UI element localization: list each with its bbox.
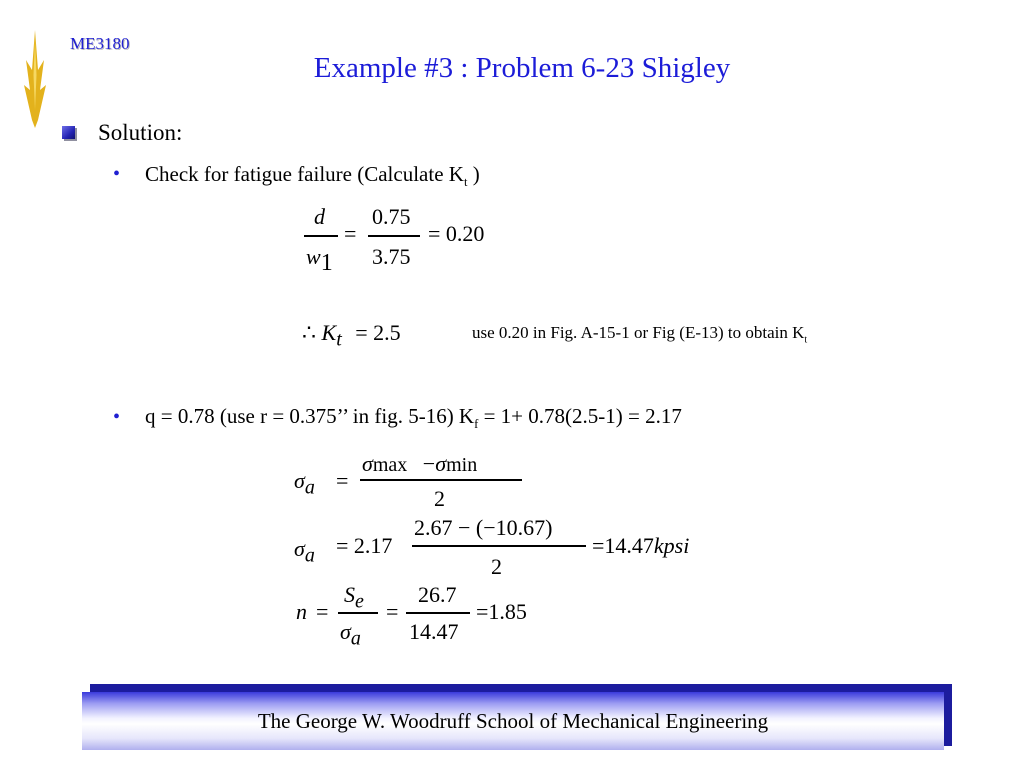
eq3-lhs: $\sigma_a$ — [294, 468, 315, 499]
eq1-frac-line-1 — [304, 235, 338, 237]
eq5-num: $S_e$ — [344, 582, 364, 613]
footer-text: The George W. Woodruff School of Mechanical Engineering — [257, 708, 769, 733]
eq4-eq-sign: = 2.17 — [336, 533, 393, 558]
course-code: ME3180 — [70, 34, 130, 53]
eq5-eq-sign-2: = — [386, 599, 399, 624]
bullet-dot-icon: • — [113, 406, 121, 428]
eq2-value: = 2.5 — [355, 320, 401, 345]
bullet-1-text — [145, 162, 480, 190]
eq3-den: 2 — [434, 486, 445, 511]
eq4-result: =14.47kpsi — [592, 533, 690, 558]
eq1-frac-line-2 — [368, 235, 420, 237]
note-text: use 0.20 in Fig. A-15-1 or Fig (E-13) to obtain $K_t$ — [472, 323, 808, 346]
slide-title: Example #3 : Problem 6-23 Shigley — [313, 52, 731, 84]
equation-kt — [302, 320, 401, 351]
eq4-num: 2.67 − (−10.67) — [414, 515, 553, 540]
eq4-lhs: $\sigma_a$ — [294, 536, 315, 567]
bullet-1-main: Check for fatigue failure (Calculate K — [145, 162, 464, 186]
eq5-result: =1.85 — [476, 599, 527, 624]
bullet-1-close: ) — [467, 162, 480, 186]
eq3-frac-line — [360, 479, 522, 481]
eq1-result: = 0.20 — [428, 221, 485, 246]
bullet-dot-icon: • — [113, 163, 121, 185]
solution-label: Solution: — [98, 120, 183, 145]
eq1-frac-den: 3.75 — [372, 244, 411, 269]
bullet-square-icon — [62, 126, 75, 139]
eq1-frac-num: 0.75 — [372, 204, 411, 229]
eq2-var: K — [321, 320, 337, 345]
eq4-den: 2 — [491, 554, 502, 579]
eq1-eq-sign: = — [344, 221, 357, 246]
eq5-frac-line-2 — [406, 612, 470, 614]
footer-banner — [82, 692, 944, 750]
eq3-num: σmax −σmin — [362, 451, 478, 476]
eq5-frac-line-1 — [338, 612, 378, 614]
eq2-sub: t — [336, 328, 342, 351]
eq4-frac-line — [412, 545, 586, 547]
eq1-den: w1 — [306, 244, 333, 276]
eq5-num2: 26.7 — [418, 582, 457, 607]
therefore-symbol: ∴ — [302, 320, 316, 345]
eq5-lhs: n — [296, 599, 307, 624]
bullet-2-text: q = 0.78 (use r = 0.375’’ in fig. 5-16) $K_f = 1+ 0.78(2.5-1) = 2.17$ — [145, 404, 682, 432]
eq5-den2: 14.47 — [409, 619, 459, 644]
eq5-den: $\sigma_a$ — [340, 619, 361, 650]
eq5-eq-sign: = — [316, 599, 329, 624]
bullet-1-sub: t — [463, 175, 468, 190]
eq1-num: d — [314, 204, 325, 229]
eq3-eq-sign: = — [336, 468, 349, 493]
